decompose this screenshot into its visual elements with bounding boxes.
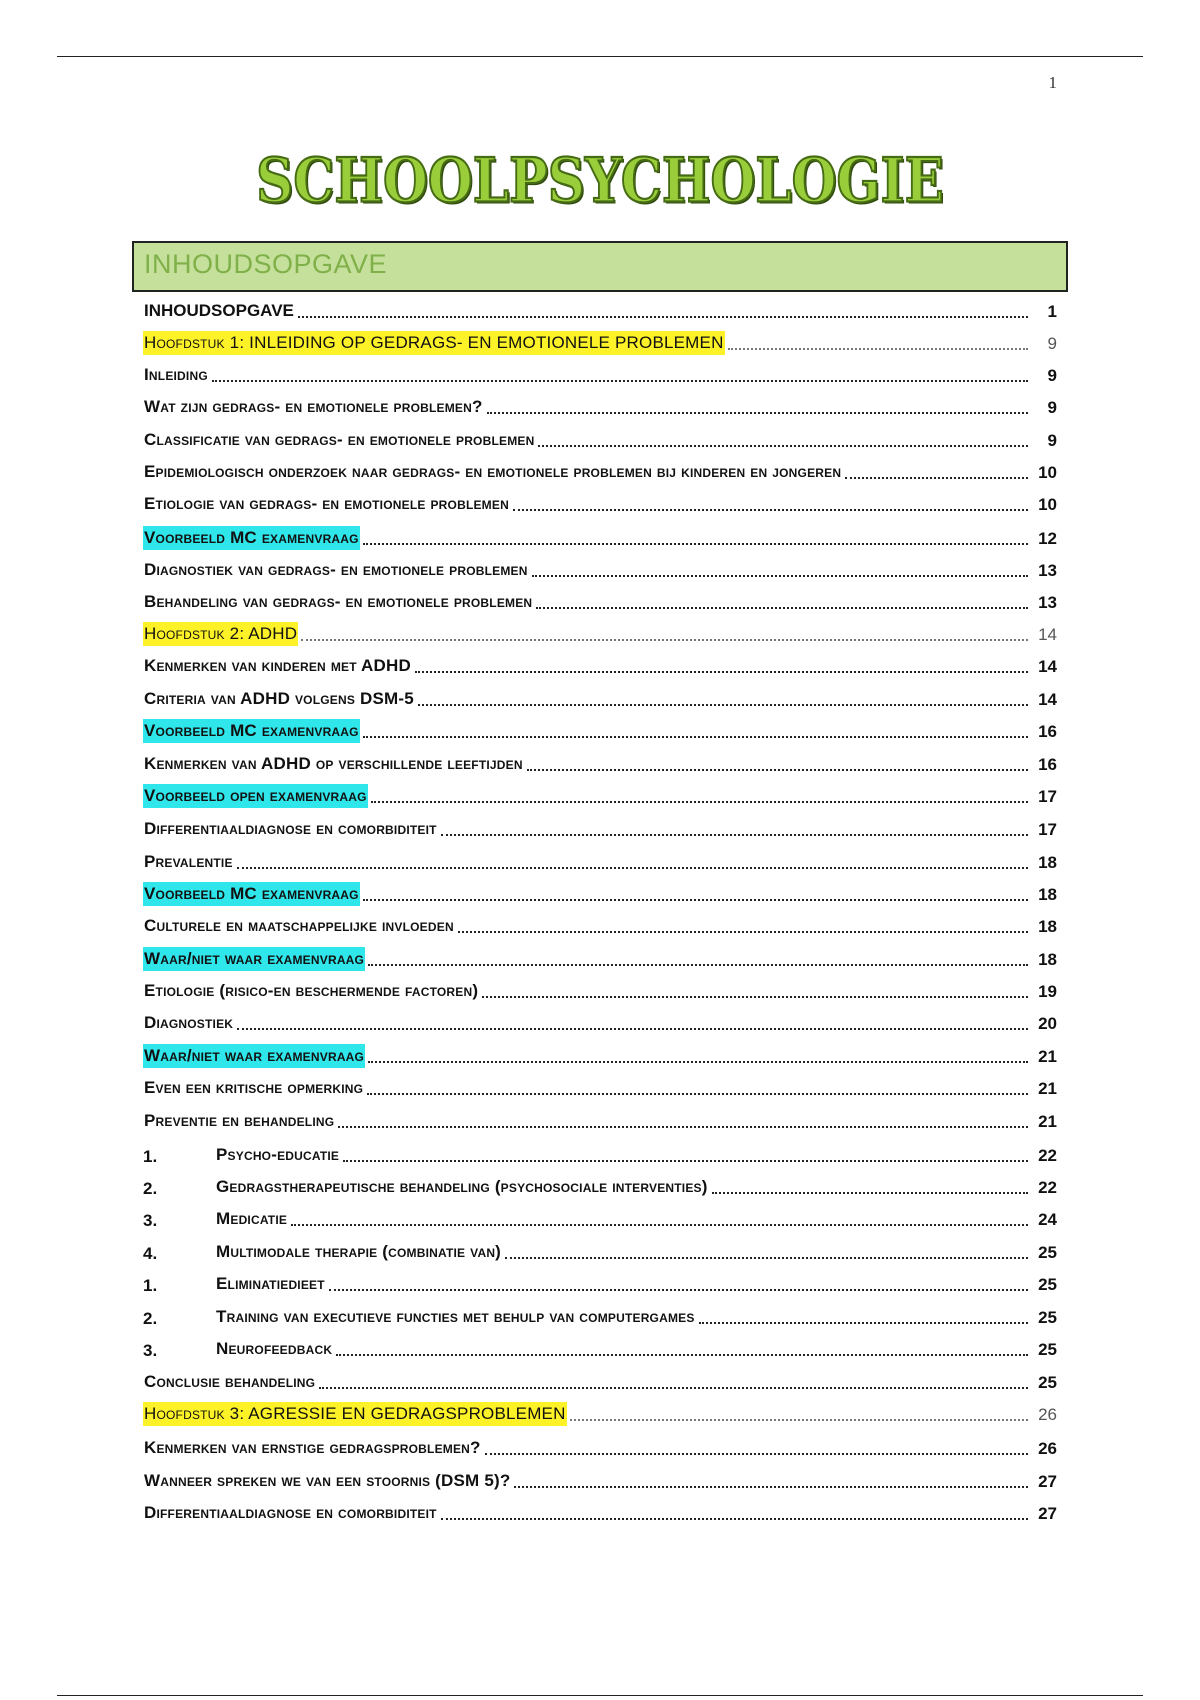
dot-leader: [212, 379, 1028, 382]
toc-entry[interactable]: [143, 650, 1057, 678]
toc-entry-label: Waar/niet waar examenvraag: [143, 947, 365, 971]
dot-leader: [237, 866, 1028, 869]
toc-entry-page: 14: [1038, 690, 1057, 709]
toc-entry-label: Medicatie: [216, 1209, 288, 1228]
toc-entry-page: 20: [1038, 1014, 1057, 1033]
dot-leader: [415, 670, 1028, 673]
toc-entry[interactable]: [143, 1432, 1057, 1460]
toc-entry-page: 10: [1038, 495, 1057, 514]
dot-leader: [343, 1159, 1028, 1162]
toc-entry[interactable]: [143, 1040, 1057, 1068]
toc-entry-label: Preventie en behandeling: [144, 1111, 335, 1130]
toc-entry-page: 19: [1038, 982, 1057, 1001]
toc-entry[interactable]: [143, 456, 1057, 484]
toc-entry-label: INHOUDSOPGAVE: [144, 301, 294, 320]
dot-leader: [570, 1418, 1028, 1421]
toc-heading-box: [132, 241, 1068, 292]
page-number: 1: [1048, 73, 1057, 92]
toc-entry-page: 18: [1038, 885, 1057, 904]
toc-entry-page: 14: [1038, 625, 1057, 644]
toc-entry-label: Hoofdstuk 3: AGRESSIE EN GEDRAGSPROBLEMEN: [143, 1402, 567, 1426]
toc-entry-page: 18: [1038, 853, 1057, 872]
toc-entry[interactable]: [143, 1171, 1057, 1199]
toc-entry-label: Conclusie behandeling: [144, 1372, 316, 1391]
toc-entry[interactable]: [143, 359, 1057, 387]
toc-entry-label: Etiologie (risico-en beschermende factoren): [144, 981, 479, 1000]
toc-entry-page: 22: [1038, 1178, 1057, 1197]
toc-entry-label: Eliminatiedieet: [216, 1274, 325, 1293]
toc-entry[interactable]: [143, 975, 1057, 1003]
toc-entry-label: Gedragstherapeutische behandeling (psychosociale interventies): [216, 1177, 708, 1196]
toc-entry[interactable]: [143, 1366, 1057, 1394]
toc-entry-page: 18: [1038, 950, 1057, 969]
toc-entry-page: 18: [1038, 917, 1057, 936]
toc-entry-label: Wat zijn gedrags- en emotionele problemen?: [144, 397, 483, 416]
toc-entry-page: 26: [1038, 1405, 1057, 1424]
toc-entry-page: 13: [1038, 593, 1057, 612]
toc-entry-page: 9: [1047, 398, 1057, 417]
toc-entry-number: 3.: [143, 1211, 158, 1230]
toc-entry-page: 9: [1047, 366, 1057, 385]
toc-entry-label: Criteria van ADHD volgens DSM-5: [144, 689, 414, 708]
dot-leader: [319, 1386, 1028, 1389]
toc-entry-page: 16: [1038, 722, 1057, 741]
toc-entry-number: 4.: [143, 1244, 158, 1263]
toc-entry[interactable]: [143, 586, 1057, 614]
toc-entry[interactable]: [143, 391, 1057, 419]
dot-leader: [298, 315, 1028, 318]
toc-entry-label: Kenmerken van kinderen met ADHD: [144, 656, 411, 675]
toc-entry-label: Wanneer spreken we van een stoornis (DSM 5)?: [144, 1471, 511, 1490]
dot-leader: [699, 1321, 1028, 1324]
toc-entry[interactable]: [143, 1203, 1057, 1231]
toc-entry-label: Psycho-educatie: [216, 1145, 340, 1164]
toc-entry-page: 26: [1038, 1439, 1057, 1458]
toc-entry-label: Culturele en maatschappelijke invloeden: [144, 916, 454, 935]
toc-entry-page: 14: [1038, 657, 1057, 676]
toc-entry-page: 1: [1047, 302, 1057, 321]
toc-entry[interactable]: [143, 295, 1057, 323]
dot-leader: [536, 606, 1028, 609]
toc-chapter-entry[interactable]: [143, 618, 1057, 646]
dot-leader: [418, 703, 1028, 706]
dot-leader: [514, 1485, 1028, 1488]
toc-entry[interactable]: [143, 943, 1057, 971]
toc-entry-number: 1.: [143, 1276, 158, 1295]
dot-leader: [363, 735, 1028, 738]
dot-leader: [329, 1288, 1028, 1291]
toc-entry[interactable]: [143, 1497, 1057, 1525]
toc-entry-number: 3.: [143, 1341, 158, 1360]
toc-entry-page: 21: [1038, 1112, 1057, 1131]
dot-leader: [368, 1060, 1028, 1063]
toc-entry[interactable]: [143, 1333, 1057, 1361]
toc-entry-page: 25: [1038, 1308, 1057, 1327]
dot-leader: [487, 411, 1028, 414]
toc-entry-label: Hoofdstuk 1: INLEIDING OP GEDRAGS- EN EMOTIONELE PROBLEMEN: [143, 331, 725, 355]
toc-entry-label: Waar/niet waar examenvraag: [143, 1044, 365, 1068]
toc-entry-page: 24: [1038, 1210, 1057, 1229]
toc-chapter-entry[interactable]: [143, 1398, 1057, 1426]
toc-entry-number: 1.: [143, 1147, 158, 1166]
toc-entry-label: Diagnostiek van gedrags- en emotionele problemen: [144, 560, 528, 579]
toc-entry-label: Multimodale therapie (combinatie van): [216, 1242, 502, 1261]
toc-entry-label: Prevalentie: [144, 852, 233, 871]
toc-entry[interactable]: [143, 1072, 1057, 1100]
toc-entry[interactable]: [143, 1139, 1057, 1167]
toc-entry-page: 27: [1038, 1472, 1057, 1491]
toc-entry[interactable]: [143, 1268, 1057, 1296]
toc-entry[interactable]: [143, 780, 1057, 808]
toc-entry[interactable]: [143, 878, 1057, 906]
toc-entry[interactable]: [143, 683, 1057, 711]
dot-leader: [363, 898, 1028, 901]
toc-entry-label: Voorbeeld open examenvraag: [143, 784, 368, 808]
dot-leader: [441, 833, 1028, 836]
dot-leader: [301, 638, 1028, 641]
toc-entry-page: 9: [1047, 334, 1057, 353]
dot-leader: [291, 1223, 1028, 1226]
toc-entry[interactable]: [143, 1236, 1057, 1264]
dot-leader: [482, 995, 1028, 998]
toc-heading: INHOUDSOPGAVE: [144, 249, 388, 279]
toc-entry-number: 2.: [143, 1309, 158, 1328]
toc-entry-page: 10: [1038, 463, 1057, 482]
toc-entry-label: Even een kritische opmerking: [144, 1078, 364, 1097]
toc-entry[interactable]: [143, 846, 1057, 874]
dot-leader: [712, 1191, 1028, 1194]
dot-leader: [441, 1517, 1028, 1520]
toc-entry[interactable]: [143, 424, 1057, 452]
toc-entry[interactable]: [143, 522, 1057, 550]
toc-entry[interactable]: [143, 1465, 1057, 1493]
toc-entry-label: Voorbeeld MC examenvraag: [143, 719, 360, 743]
toc-entry[interactable]: [143, 910, 1057, 938]
toc-entry[interactable]: [143, 554, 1057, 582]
toc-entry-page: 25: [1038, 1275, 1057, 1294]
toc-entry-label: Etiologie van gedrags- en emotionele problemen: [144, 494, 509, 513]
toc-entry-label: Diagnostiek: [144, 1013, 234, 1032]
toc-entry[interactable]: [143, 1105, 1057, 1133]
toc-entry-label: Behandeling van gedrags- en emotionele problemen: [144, 592, 533, 611]
toc-entry[interactable]: [143, 488, 1057, 516]
dot-leader: [338, 1125, 1028, 1128]
toc-entry-page: 17: [1038, 787, 1057, 806]
toc-entry-label: Voorbeeld MC examenvraag: [143, 882, 360, 906]
dot-leader: [336, 1353, 1028, 1356]
document-title: SCHOOLPSYCHOLOGIE: [256, 145, 944, 217]
toc-entry-label: Epidemiologisch onderzoek naar gedrags- en emotionele problemen bij kinderen en jongeren: [144, 462, 842, 481]
toc-entry-page: 25: [1038, 1243, 1057, 1262]
toc-entry-label: Differentiaaldiagnose en comorbiditeit: [144, 1503, 437, 1522]
toc-entry-label: Inleiding: [144, 365, 208, 384]
toc-entry[interactable]: [143, 1007, 1057, 1035]
dot-leader: [367, 1092, 1028, 1095]
toc-entry-label: Voorbeeld MC examenvraag: [143, 526, 360, 550]
toc-entry-page: 9: [1047, 431, 1057, 450]
dot-leader: [458, 930, 1028, 933]
toc-entry-page: 25: [1038, 1340, 1057, 1359]
dot-leader: [513, 508, 1028, 511]
toc-entry-label: Hoofdstuk 2: ADHD: [143, 622, 298, 646]
dot-leader: [845, 476, 1028, 479]
toc-entry-page: 22: [1038, 1146, 1057, 1165]
toc-entry-number: 2.: [143, 1179, 158, 1198]
dot-leader: [368, 963, 1028, 966]
toc-entry[interactable]: [143, 813, 1057, 841]
toc-entry-label: Neurofeedback: [216, 1339, 333, 1358]
toc-entry-label: Kenmerken van ADHD op verschillende leeftijden: [144, 754, 523, 773]
dot-leader: [538, 444, 1028, 447]
dot-leader: [237, 1027, 1028, 1030]
dot-leader: [527, 768, 1028, 771]
toc-entry[interactable]: [143, 748, 1057, 776]
toc-entry-page: 21: [1038, 1047, 1057, 1066]
toc-entry-page: 12: [1038, 529, 1057, 548]
footer-rule: [57, 1695, 1143, 1696]
toc-entry-page: 21: [1038, 1079, 1057, 1098]
header-rule: [57, 56, 1143, 57]
toc-entry-page: 13: [1038, 561, 1057, 580]
toc-entry-page: 16: [1038, 755, 1057, 774]
dot-leader: [532, 574, 1028, 577]
toc-entry-page: 27: [1038, 1504, 1057, 1523]
dot-leader: [728, 347, 1028, 350]
dot-leader: [363, 542, 1028, 545]
toc-entry-label: Differentiaaldiagnose en comorbiditeit: [144, 819, 437, 838]
toc-entry-page: 25: [1038, 1373, 1057, 1392]
toc-chapter-entry[interactable]: [143, 327, 1057, 355]
toc-entry[interactable]: [143, 715, 1057, 743]
toc-entry-label: Training van executieve functies met behulp van computergames: [216, 1307, 695, 1326]
dot-leader: [505, 1256, 1028, 1259]
dot-leader: [485, 1452, 1028, 1455]
dot-leader: [371, 800, 1028, 803]
toc-entry-label: Classificatie van gedrags- en emotionele problemen: [144, 430, 535, 449]
toc-entry-page: 17: [1038, 820, 1057, 839]
toc-entry-label: Kenmerken van ernstige gedragsproblemen?: [144, 1438, 481, 1457]
toc-entry[interactable]: [143, 1301, 1057, 1329]
